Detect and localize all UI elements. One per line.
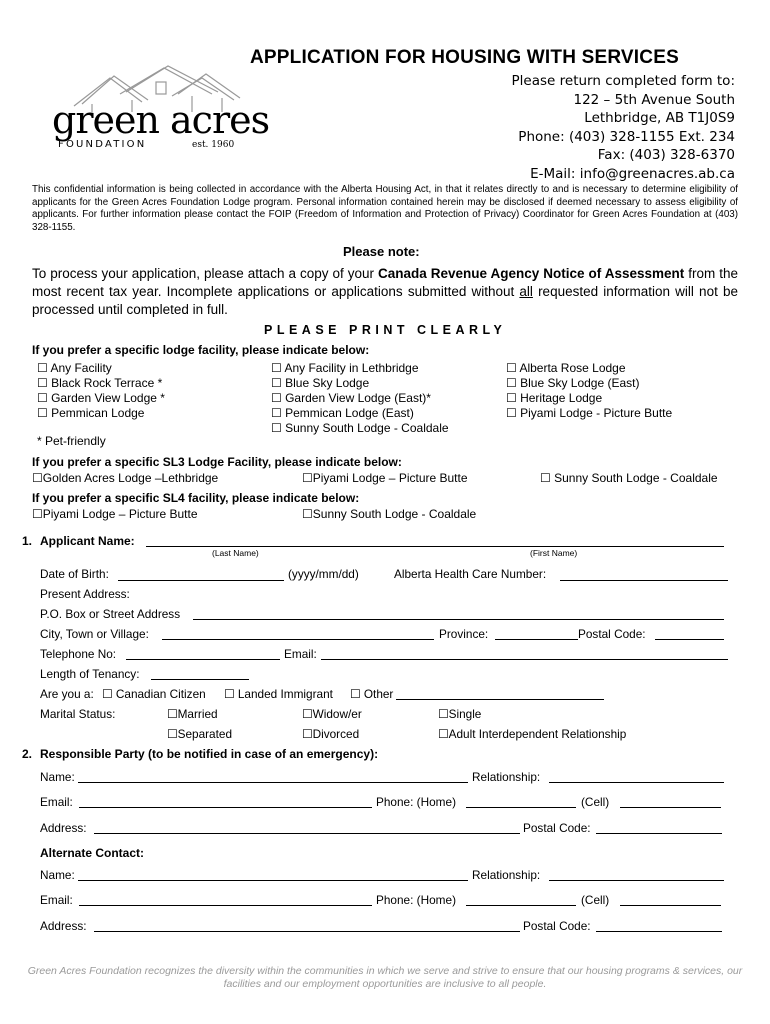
sl4-option-label: Piyami Lodge – Picture Butte bbox=[42, 507, 198, 521]
street-address-input[interactable] bbox=[193, 619, 724, 620]
alt-email-input[interactable] bbox=[79, 905, 372, 906]
province-label: Province: bbox=[439, 627, 489, 641]
pet-friendly-note: * Pet-friendly bbox=[37, 434, 106, 448]
dob-input[interactable] bbox=[118, 580, 284, 581]
logo-foundation: FOUNDATION bbox=[58, 139, 147, 150]
lodge-option[interactable]: ☐ Alberta Rose Lodge bbox=[506, 361, 626, 375]
confidential-notice: This confidential information is being collected in accordance with the Alberta Housing Act, in that it relates directly to and is necessary to determine eligibility of applicants for the Green Acres Foundation Lodge program. Personal information contained herein may be disclosed if deemed necessary to assess eligibility of applicants. For further information please contact the FOIP (Freedom of Information and Protection of Privacy) Coordinator for Green Acres Foundation at (403) 328-1155. bbox=[32, 184, 738, 233]
alt-relationship-label: Relationship: bbox=[472, 868, 541, 882]
lodge-option-label: Any Facility in Lethbridge bbox=[284, 361, 419, 375]
widow-checkbox[interactable]: ☐Widow/er bbox=[302, 707, 362, 721]
rp-relationship-label: Relationship: bbox=[472, 770, 541, 784]
lodge-heading: If you prefer a specific lodge facility, please indicate below: bbox=[32, 343, 370, 357]
lodge-option-label: Piyami Lodge - Picture Butte bbox=[520, 406, 673, 420]
rp-name-input[interactable] bbox=[78, 782, 468, 783]
logo-name: green acres bbox=[52, 98, 270, 142]
marital-label: Marital Status: bbox=[40, 707, 116, 721]
lodge-option-label: Black Rock Terrace * bbox=[51, 376, 163, 390]
rp-postal-label: Postal Code: bbox=[523, 821, 591, 835]
contact-line: Phone: (403) 328-1155 Ext. 234 bbox=[518, 128, 735, 145]
contact-line: Fax: (403) 328-6370 bbox=[597, 147, 735, 163]
sl3-option[interactable]: ☐Golden Acres Lodge –Lethbridge bbox=[32, 471, 219, 485]
citizen-checkbox[interactable]: ☐ Canadian Citizen bbox=[102, 687, 206, 701]
note-heading: Please note: bbox=[343, 244, 420, 259]
responsible-party-heading: Responsible Party (to be notified in case of an emergency): bbox=[40, 747, 379, 761]
other-checkbox[interactable]: ☐ Other bbox=[350, 687, 394, 701]
alt-address-label: Address: bbox=[40, 919, 87, 933]
lodge-option-label: Alberta Rose Lodge bbox=[519, 361, 626, 375]
first-name-caption: (First Name) bbox=[530, 548, 578, 558]
section1-number: 1. bbox=[22, 534, 33, 548]
lodge-option[interactable]: ☐ Any Facility in Lethbridge bbox=[271, 361, 419, 375]
lodge-option[interactable]: ☐ Heritage Lodge bbox=[506, 391, 603, 405]
alt-postal-input[interactable] bbox=[596, 931, 722, 932]
section2-number: 2. bbox=[22, 747, 33, 761]
lodge-option[interactable]: ☐ Black Rock Terrace * bbox=[37, 376, 163, 390]
single-label: Single bbox=[448, 707, 482, 721]
city-label: City, Town or Village: bbox=[40, 627, 149, 641]
sl3-option-label: Piyami Lodge – Picture Butte bbox=[312, 471, 468, 485]
sl4-option[interactable]: ☐Sunny South Lodge - Coaldale bbox=[302, 507, 477, 521]
alt-email-label: Email: bbox=[40, 893, 73, 907]
are-you-label: Are you a: bbox=[40, 687, 94, 701]
email-label: Email: bbox=[284, 647, 317, 661]
tenancy-input[interactable] bbox=[151, 679, 249, 680]
rp-email-input[interactable] bbox=[79, 807, 372, 808]
note-text-bold: Canada Revenue Agency Notice of Assessment bbox=[378, 266, 685, 281]
alt-cell-label: (Cell) bbox=[581, 893, 610, 907]
rp-email-label: Email: bbox=[40, 795, 73, 809]
lodge-option[interactable]: ☐ Garden View Lodge * bbox=[37, 391, 165, 405]
contact-email: E-Mail: info@greenacres.ab.ca bbox=[530, 165, 735, 182]
sl3-heading: If you prefer a specific SL3 Lodge Facility, please indicate below: bbox=[32, 455, 402, 469]
postal-code-input[interactable] bbox=[655, 639, 724, 640]
separated-label: Separated bbox=[177, 727, 233, 741]
alt-name-label: Name: bbox=[40, 868, 75, 882]
lodge-col1 bbox=[37, 361, 165, 421]
sl3-option-label: Sunny South Lodge - Coaldale bbox=[554, 471, 718, 485]
married-checkbox[interactable]: ☐Married bbox=[167, 707, 218, 721]
province-input[interactable] bbox=[495, 639, 578, 640]
lodge-option-label: Pemmican Lodge bbox=[51, 406, 145, 420]
lodge-option[interactable]: ☐ Blue Sky Lodge bbox=[271, 376, 370, 390]
widow-label: Widow/er bbox=[312, 707, 362, 721]
divorced-label: Divorced bbox=[312, 727, 360, 741]
sl4-option[interactable]: ☐Piyami Lodge – Picture Butte bbox=[32, 507, 198, 521]
lodge-option[interactable]: ☐ Pemmican Lodge (East) bbox=[271, 406, 414, 420]
telephone-input[interactable] bbox=[126, 659, 280, 660]
other-input[interactable] bbox=[396, 699, 604, 700]
applicant-name-input[interactable] bbox=[146, 546, 724, 547]
citizen-label: Canadian Citizen bbox=[115, 687, 206, 701]
lodge-option[interactable]: ☐ Piyami Lodge - Picture Butte bbox=[506, 406, 673, 420]
alt-cell-input[interactable] bbox=[620, 905, 721, 906]
health-care-label: Alberta Health Care Number: bbox=[394, 567, 547, 581]
rp-cell-input[interactable] bbox=[620, 807, 721, 808]
rp-address-label: Address: bbox=[40, 821, 87, 835]
note-text-c: requested information will not be processed until completed in full. bbox=[32, 284, 738, 317]
alt-postal-label: Postal Code: bbox=[523, 919, 591, 933]
lodge-option-label: Pemmican Lodge (East) bbox=[285, 406, 414, 420]
alt-relationship-input[interactable] bbox=[549, 880, 724, 881]
postal-code-label: Postal Code: bbox=[578, 627, 646, 641]
lodge-option-label: Garden View Lodge (East)* bbox=[285, 391, 431, 405]
sl3-option[interactable]: ☐ Sunny South Lodge - Coaldale bbox=[540, 471, 718, 485]
divorced-checkbox[interactable]: ☐Divorced bbox=[302, 727, 360, 741]
last-name-caption: (Last Name) bbox=[212, 548, 259, 558]
lodge-option-label: Sunny South Lodge - Coaldale bbox=[285, 421, 449, 435]
married-label: Married bbox=[177, 707, 218, 721]
present-address-label: Present Address: bbox=[40, 587, 130, 601]
rp-cell-label: (Cell) bbox=[581, 795, 610, 809]
rp-relationship-input[interactable] bbox=[549, 782, 724, 783]
lodge-option[interactable]: ☐ Garden View Lodge (East)* bbox=[271, 391, 431, 405]
lodge-option[interactable]: ☐ Blue Sky Lodge (East) bbox=[506, 376, 640, 390]
lodge-option-label: Heritage Lodge bbox=[520, 391, 603, 405]
alt-name-input[interactable] bbox=[78, 880, 468, 881]
contact-line: Please return completed form to: bbox=[511, 73, 735, 89]
logo bbox=[52, 64, 270, 154]
dob-format: (yyyy/mm/dd) bbox=[288, 567, 359, 581]
diversity-footer: Green Acres Foundation recognizes the diversity within the communities in which we serve and strive to ensure that our housing programs & services, our facilities and our employment opportunities are inclusive to all people. bbox=[27, 965, 743, 990]
immigrant-label: Landed Immigrant bbox=[237, 687, 333, 701]
lodge-option-label: Any Facility bbox=[50, 361, 112, 375]
alt-phone-home-label: Phone: (Home) bbox=[376, 893, 456, 907]
rp-phone-home-label: Phone: (Home) bbox=[376, 795, 456, 809]
sl3-option[interactable]: ☐Piyami Lodge – Picture Butte bbox=[302, 471, 468, 485]
single-checkbox[interactable]: ☐Single bbox=[438, 707, 482, 721]
sl4-option-label: Sunny South Lodge - Coaldale bbox=[312, 507, 477, 521]
air-label: Adult Interdependent Relationship bbox=[448, 727, 627, 741]
dob-label: Date of Birth: bbox=[40, 567, 109, 581]
lodge-option[interactable]: ☐ Any Facility bbox=[37, 361, 112, 375]
alt-phone-home-input[interactable] bbox=[466, 905, 576, 906]
telephone-label: Telephone No: bbox=[40, 647, 117, 661]
lodge-option[interactable]: ☐ Sunny South Lodge - Coaldale bbox=[271, 421, 449, 435]
rp-address-input[interactable] bbox=[94, 833, 520, 834]
rp-postal-input[interactable] bbox=[596, 833, 722, 834]
sl4-heading: If you prefer a specific SL4 facility, please indicate below: bbox=[32, 491, 360, 505]
note-text bbox=[32, 265, 738, 319]
email-input[interactable] bbox=[321, 659, 728, 660]
lodge-col2 bbox=[271, 361, 449, 436]
applicant-name-label: Applicant Name: bbox=[40, 534, 135, 548]
health-care-input[interactable] bbox=[560, 580, 728, 581]
po-box-label: P.O. Box or Street Address bbox=[40, 607, 181, 621]
lodge-col3 bbox=[506, 361, 672, 421]
alt-address-input[interactable] bbox=[94, 931, 520, 932]
separated-checkbox[interactable]: ☐Separated bbox=[167, 727, 233, 741]
alternate-contact-heading: Alternate Contact: bbox=[40, 846, 145, 860]
immigrant-checkbox[interactable]: ☐ Landed Immigrant bbox=[224, 687, 333, 701]
sl3-option-label: Golden Acres Lodge –Lethbridge bbox=[42, 471, 219, 485]
logo-est: est. 1960 bbox=[192, 140, 235, 150]
note-text-b: from the most recent tax year. Incomplete applications or applications submitted without bbox=[32, 266, 738, 299]
note-text-a: To process your application, please attach a copy of your bbox=[32, 266, 378, 281]
lodge-option-label: Blue Sky Lodge bbox=[285, 376, 370, 390]
lodge-option-label: Garden View Lodge * bbox=[51, 391, 165, 405]
air-checkbox[interactable]: ☐Adult Interdependent Relationship bbox=[438, 727, 627, 741]
contact-line: 122 – 5th Avenue South bbox=[573, 91, 735, 108]
form-title: APPLICATION FOR HOUSING WITH SERVICES bbox=[250, 47, 679, 68]
lodge-option-label: Blue Sky Lodge (East) bbox=[520, 376, 640, 390]
note-text-underline: all bbox=[519, 284, 533, 299]
city-input[interactable] bbox=[162, 639, 434, 640]
tenancy-label: Length of Tenancy: bbox=[40, 667, 140, 681]
contact-block bbox=[512, 72, 735, 183]
lodge-option[interactable]: ☐ Pemmican Lodge bbox=[37, 406, 145, 420]
other-label: Other bbox=[363, 687, 394, 701]
print-clearly: PLEASE PRINT CLEARLY bbox=[264, 323, 507, 337]
contact-line: Lethbridge, AB T1J0S9 bbox=[584, 110, 735, 126]
rp-phone-home-input[interactable] bbox=[466, 807, 576, 808]
rp-name-label: Name: bbox=[40, 770, 75, 784]
